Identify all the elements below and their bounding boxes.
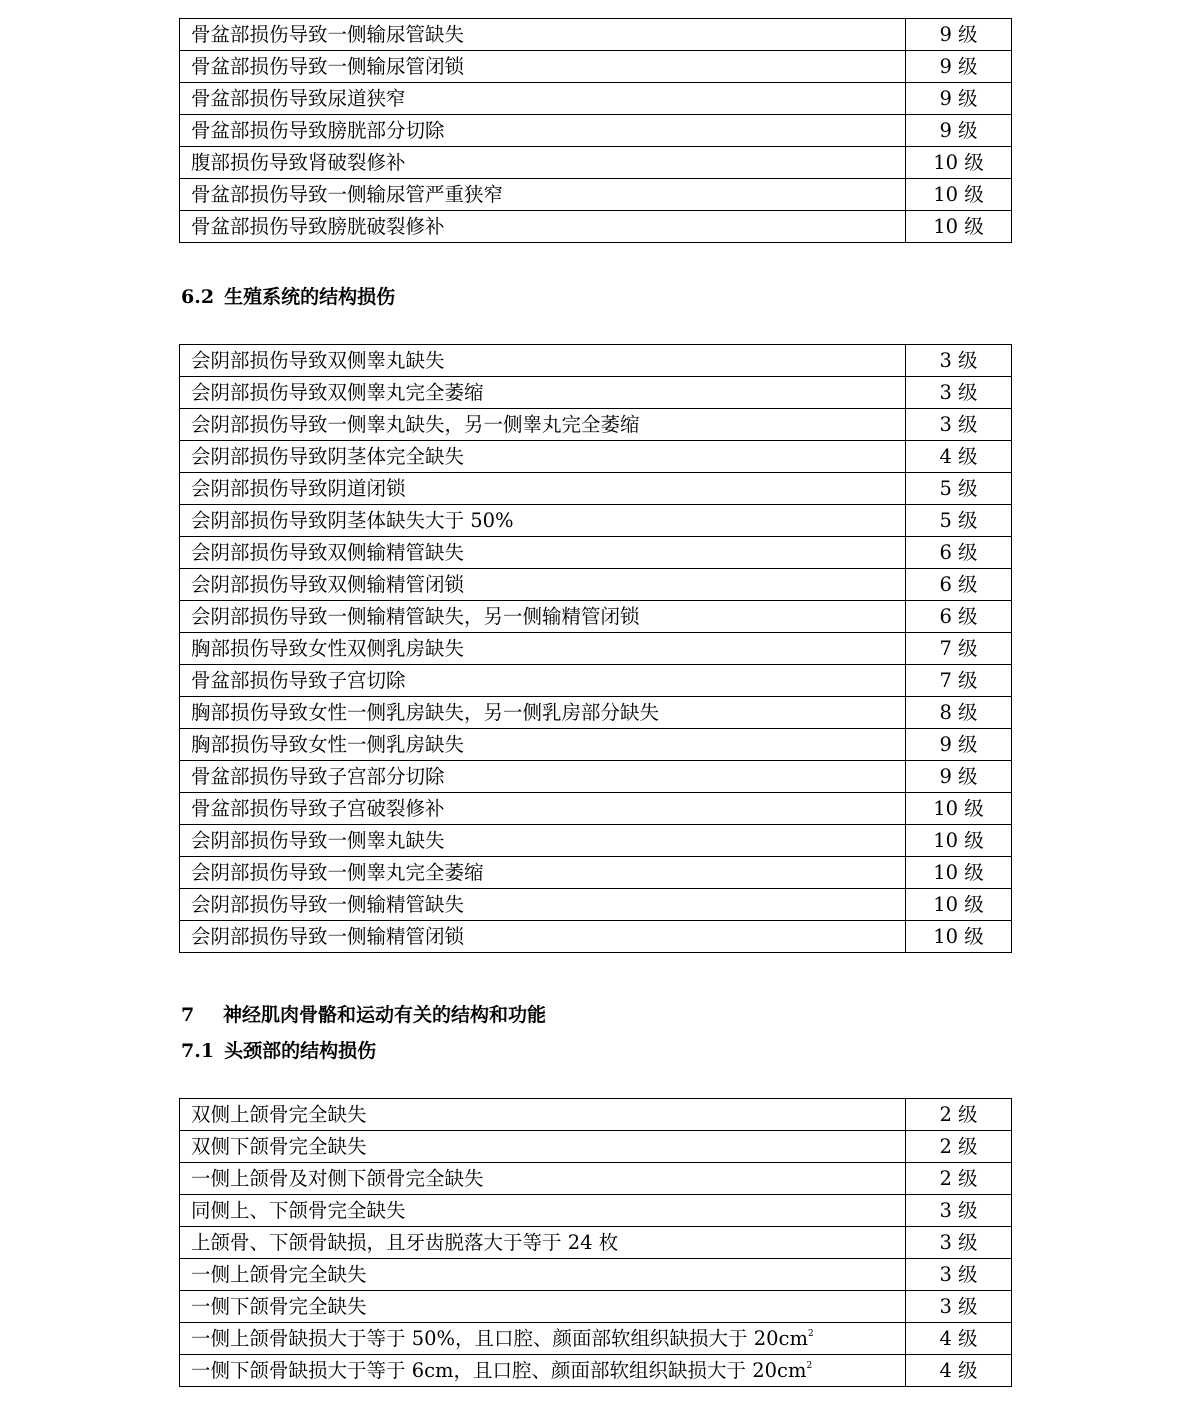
table-row [180,729,1012,761]
injury-description: 骨盆部损伤导致子宫部分切除 [180,761,906,793]
disability-level: 6 级 [906,601,1012,633]
disability-level: 9 级 [906,729,1012,761]
table-row [180,473,1012,505]
disability-level: 2 级 [906,1163,1012,1195]
injury-description: 胸部损伤导致女性双侧乳房缺失 [180,633,906,665]
injury-description: 骨盆部损伤导致尿道狭窄 [180,83,906,115]
injury-description: 会阴部损伤导致一侧睾丸缺失 [180,825,906,857]
disability-level: 3 级 [906,1259,1012,1291]
disability-level: 3 级 [906,1227,1012,1259]
table-row [180,1163,1012,1195]
injury-description: 骨盆部损伤导致子宫破裂修补 [180,793,906,825]
table-row [180,1259,1012,1291]
injury-description: 骨盆部损伤导致膀胱破裂修补 [180,211,906,243]
injury-description: 上颌骨、下颌骨缺损，且牙齿脱落大于等于 24 枚 [180,1227,906,1259]
section-title: 生殖系统的结构损伤 [224,286,396,308]
disability-level: 10 级 [906,889,1012,921]
injury-description-text: 一侧上颌骨缺损大于等于 50%，且口腔、颜面部软组织缺损大于 20cm [191,1327,808,1350]
table-row [180,633,1012,665]
injury-description: 胸部损伤导致女性一侧乳房缺失，另一侧乳房部分缺失 [180,697,906,729]
table-row [180,211,1012,243]
table-row [180,179,1012,211]
injury-description: 骨盆部损伤导致一侧输尿管闭锁 [180,51,906,83]
injury-description: 会阴部损伤导致双侧睾丸完全萎缩 [180,377,906,409]
table-row [180,889,1012,921]
table-row [180,1323,1012,1355]
urinary-injury-table [179,18,1012,243]
table-row [180,857,1012,889]
disability-level: 6 级 [906,569,1012,601]
disability-level: 9 级 [906,115,1012,147]
table-row [180,83,1012,115]
disability-level: 2 级 [906,1131,1012,1163]
injury-description: 会阴部损伤导致一侧输精管闭锁 [180,921,906,953]
disability-level: 9 级 [906,83,1012,115]
table-row [180,825,1012,857]
table-row [180,409,1012,441]
table-row [180,505,1012,537]
injury-description: 会阴部损伤导致双侧睾丸缺失 [180,345,906,377]
superscript-exponent: 2 [807,1329,814,1339]
disability-level: 2 级 [906,1099,1012,1131]
table-row [180,921,1012,953]
head-neck-injury-table [179,1098,1012,1387]
injury-description: 会阴部损伤导致阴茎体完全缺失 [180,441,906,473]
disability-level: 10 级 [906,147,1012,179]
disability-level: 10 级 [906,825,1012,857]
disability-level: 4 级 [906,441,1012,473]
disability-level: 10 级 [906,921,1012,953]
injury-description: 骨盆部损伤导致一侧输尿管严重狭窄 [180,179,906,211]
section-title: 神经肌肉骨骼和运动有关的结构和功能 [223,1004,547,1026]
superscript-exponent: 2 [806,1361,813,1371]
disability-level: 10 级 [906,179,1012,211]
disability-level: 4 级 [906,1355,1012,1387]
injury-description: 胸部损伤导致女性一侧乳房缺失 [180,729,906,761]
table-row [180,601,1012,633]
table-row [180,1291,1012,1323]
disability-level: 9 级 [906,761,1012,793]
table-row [180,569,1012,601]
table-row [180,1099,1012,1131]
disability-level: 3 级 [906,377,1012,409]
injury-description: 会阴部损伤导致一侧输精管缺失，另一侧输精管闭锁 [180,601,906,633]
table-row [180,51,1012,83]
injury-description [180,1323,906,1355]
injury-description: 双侧下颌骨完全缺失 [180,1131,906,1163]
injury-description [180,1355,906,1387]
table-row [180,377,1012,409]
table-row [180,697,1012,729]
table-row [180,793,1012,825]
injury-description: 会阴部损伤导致一侧睾丸完全萎缩 [180,857,906,889]
injury-description: 会阴部损伤导致阴茎体缺失大于 50% [180,505,906,537]
disability-level: 6 级 [906,537,1012,569]
disability-level: 9 级 [906,19,1012,51]
injury-description: 一侧下颌骨完全缺失 [180,1291,906,1323]
injury-description: 一侧上颌骨完全缺失 [180,1259,906,1291]
injury-description: 骨盆部损伤导致一侧输尿管缺失 [180,19,906,51]
disability-level: 8 级 [906,697,1012,729]
disability-level: 10 级 [906,793,1012,825]
section-heading-7-1 [181,1039,376,1063]
section-number: 7 [181,1004,195,1026]
injury-description: 同侧上、下颌骨完全缺失 [180,1195,906,1227]
injury-description: 会阴部损伤导致阴道闭锁 [180,473,906,505]
disability-level: 7 级 [906,665,1012,697]
injury-description: 骨盆部损伤导致子宫切除 [180,665,906,697]
table-row [180,19,1012,51]
disability-level: 10 级 [906,857,1012,889]
injury-description: 双侧上颌骨完全缺失 [180,1099,906,1131]
disability-level: 10 级 [906,211,1012,243]
injury-description: 会阴部损伤导致双侧输精管闭锁 [180,569,906,601]
table-row [180,665,1012,697]
injury-description: 会阴部损伤导致双侧输精管缺失 [180,537,906,569]
reproductive-injury-table [179,344,1012,953]
section-number: 7.1 [181,1040,215,1062]
section-heading-7 [181,1003,546,1027]
table-row [180,1195,1012,1227]
injury-description: 腹部损伤导致肾破裂修补 [180,147,906,179]
table-row [180,1131,1012,1163]
injury-description-text: 一侧下颌骨缺损大于等于 6cm，且口腔、颜面部软组织缺损大于 20cm [191,1359,807,1382]
table-row [180,441,1012,473]
section-number: 6.2 [181,286,215,308]
injury-description: 一侧上颌骨及对侧下颌骨完全缺失 [180,1163,906,1195]
disability-level: 3 级 [906,345,1012,377]
table-row [180,115,1012,147]
table-row [180,1227,1012,1259]
table-row [180,1355,1012,1387]
section-title: 头颈部的结构损伤 [224,1040,377,1062]
disability-level: 4 级 [906,1323,1012,1355]
disability-level: 7 级 [906,633,1012,665]
disability-level: 9 级 [906,51,1012,83]
disability-level: 3 级 [906,1195,1012,1227]
disability-level: 5 级 [906,473,1012,505]
disability-level: 3 级 [906,409,1012,441]
table-row [180,537,1012,569]
disability-level: 5 级 [906,505,1012,537]
injury-description: 会阴部损伤导致一侧睾丸缺失，另一侧睾丸完全萎缩 [180,409,906,441]
table-row [180,761,1012,793]
injury-description: 会阴部损伤导致一侧输精管缺失 [180,889,906,921]
table-row [180,147,1012,179]
table-row [180,345,1012,377]
section-heading-6-2 [181,285,395,309]
disability-level: 3 级 [906,1291,1012,1323]
injury-description: 骨盆部损伤导致膀胱部分切除 [180,115,906,147]
